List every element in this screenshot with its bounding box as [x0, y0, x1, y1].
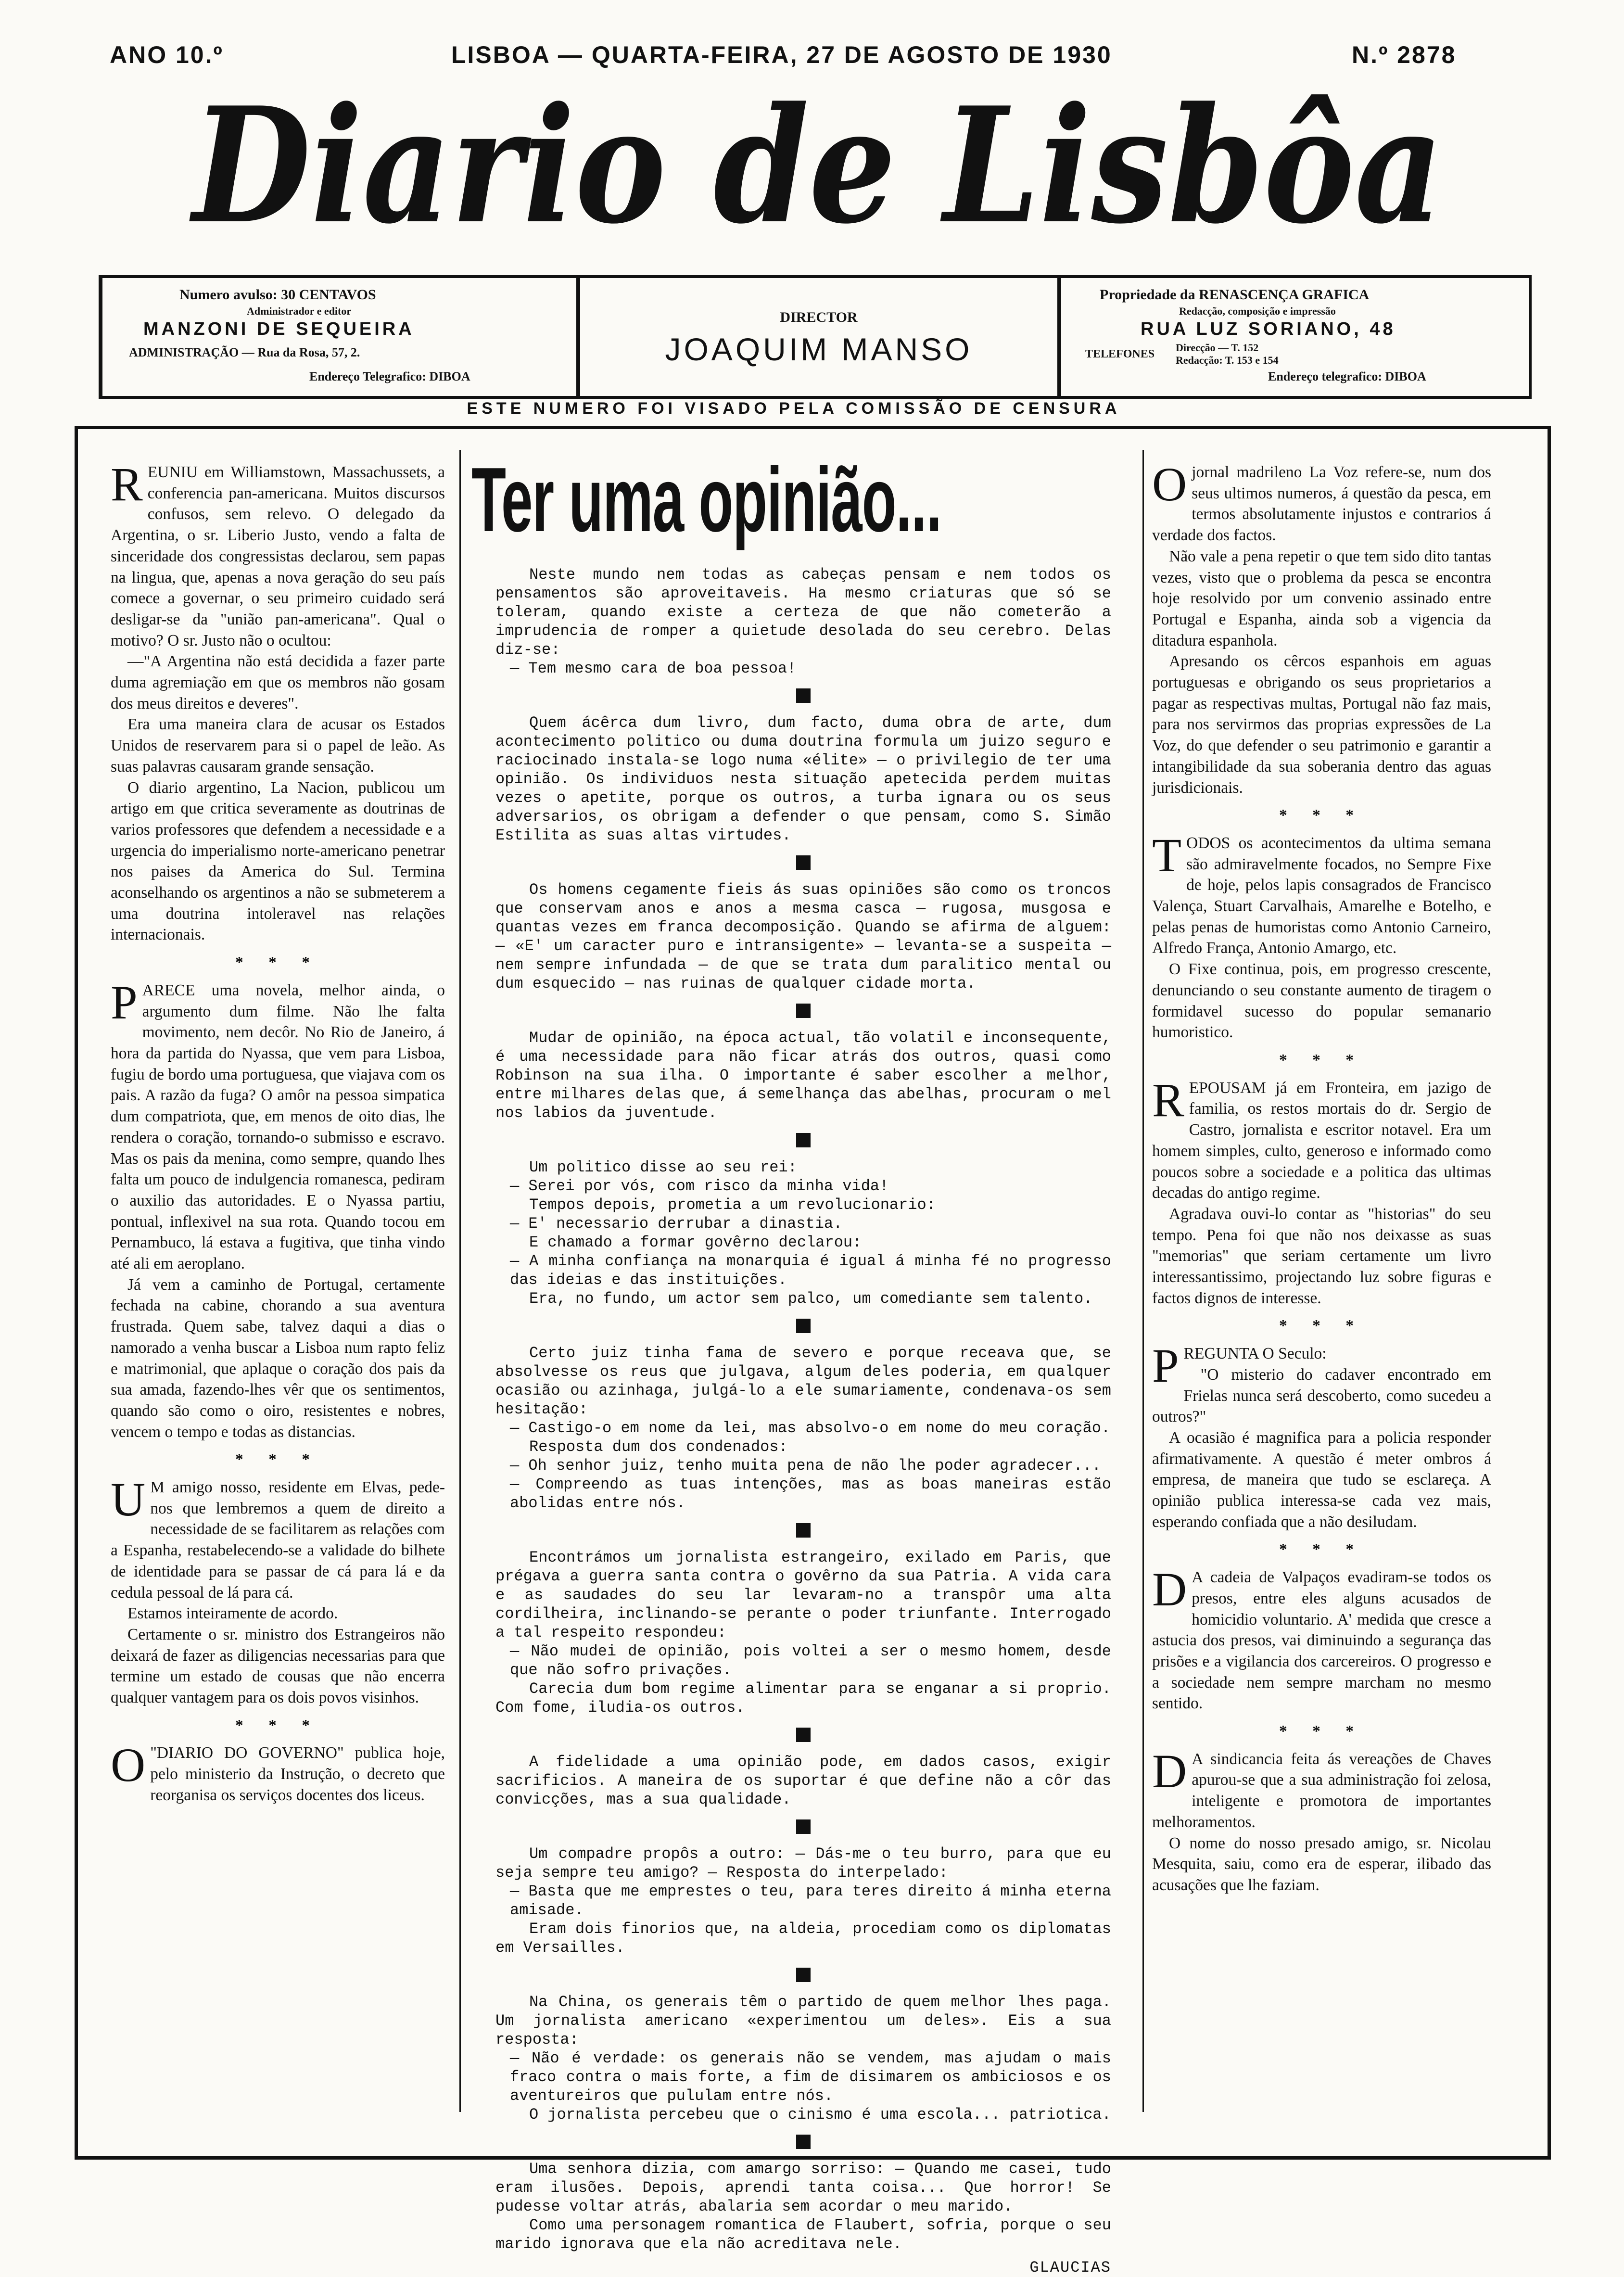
article-paragraph: Estamos inteiramente de acordo. [127, 1604, 338, 1623]
drop-cap: D [1152, 1563, 1187, 1616]
newsroom-label: Redacção, composição e impressão [1179, 305, 1336, 317]
info-bar [99, 275, 1532, 399]
admin-address: ADMINISTRAÇÃO — Rua da Rosa, 57, 2. [129, 345, 360, 359]
article-paragraph: Neste mundo nem todas as cabeças pensam e nem todos os pensamentos são aproveitaveis. Ha mesmo criaturas que só se toleram, quando existe a certeza de que não cometerão a imprudencia de romper a quietude desolada do seu cerebro. Delas diz-se: [495, 566, 1111, 659]
article-paragraph: — Serei por vós, com risco da minha vida! [510, 1177, 889, 1195]
article-paragraph: — Não é verdade: os generais não se vendem, mas ajudam o mais fraco contra o mais forte, a fim de disimarem os ambiciosos e os aventureiros que pululam entre nós. [510, 2049, 1111, 2105]
censorship-notice: ESTE NUMERO FOI VISADO PELA COMISSÃO DE CENSURA [467, 399, 1121, 418]
drop-cap: O [1152, 458, 1187, 511]
drop-cap: U [111, 1473, 146, 1526]
article-paragraph: Eram dois finorios que, na aldeia, procediam como os diplomatas em Versailles. [495, 1920, 1111, 1957]
article-paragraph: Um compadre propôs a outro: — Dás-me o teu burro, para que eu seja sempre teu amigo? — Resposta do interpelado: [495, 1845, 1111, 1882]
left-column [111, 458, 445, 1806]
section-stars: * * * [235, 1450, 320, 1469]
director-name: JOAQUIM MANSO [665, 331, 973, 367]
article-paragraph: Certamente o sr. ministro dos Estrangeiros não deixará de fazer as diligencias necessarias para que termine um estado de cousas que não encerra qualquer vantagem para os dois povos visinhos. [111, 1625, 445, 1707]
article-text: jornal madrileno La Voz refere-se, num dos seus ultimos numeros, á questão da pesca, em termos absolutamente injustos e contrarios á verdade dos factos. [1152, 463, 1491, 545]
column-rule-right [1142, 450, 1144, 2112]
section-divider-square [796, 1004, 811, 1018]
article-paragraph: Encontrámos um jornalista estrangeiro, exilado em Paris, que prégava a guerra santa contra o govêrno da sua Patria. A vida cara e as saudades do seu lar levaram-no a transpôr uma alta cordilheira, inclinando-se perante o poder triunfante. Interrogado a tal respeito respondeu: [495, 1549, 1111, 1641]
info-left [102, 278, 576, 396]
telegraph-address-right: Endereço telegrafico: DIBOA [1268, 369, 1426, 383]
article-paragraph: — Castigo-o em nome da lei, mas absolvo-o em nome do meu coração. [510, 1419, 1111, 1437]
article-paragraph: Certo juiz tinha fama de severo e porque receava que, se absolvesse os reus que julgava, algum deles poderia, em qualquer ocasião ou azinhaga, julgá-lo a ele sumariamente, condenava-os sem hesitação: [495, 1344, 1111, 1418]
article-paragraph: A fidelidade a uma opinião pode, em dados casos, exigir sacrificios. A maneira de os suportar é que define não a côr das convicções, mas a sua qualidade. [495, 1753, 1111, 1808]
masthead-title [188, 63, 1448, 274]
article-paragraph [1152, 1744, 1491, 1833]
article-paragraph: Na China, os generais têm o partido de quem melhor lhes paga. Um jornalista americano «experimentou um deles». Eis a sua resposta: [495, 1993, 1111, 2048]
section-divider-square [796, 1819, 811, 1834]
article-paragraph [1152, 458, 1491, 546]
article-paragraph [111, 1473, 445, 1603]
article-text: EPOUSAM já em Fronteira, em jazigo de familia, os restos mortais do dr. Sergio de Castro, jornalista e escritor notavel. Era um homem simples, culto, generoso e informado como poucos sobre a sociedade e a politica das ultimas decadas do antigo regime. [1152, 1079, 1491, 1202]
article-paragraph [1152, 1563, 1491, 1714]
masthead-title-text: Diario de Lisbôa [188, 72, 1443, 259]
section-stars: * * * [1279, 806, 1364, 825]
drop-cap: R [111, 458, 143, 511]
section-divider-square [796, 688, 811, 703]
article-text: ARECE uma novela, melhor ainda, o argumento dum filme. Não lhe falta movimento, nem decôr. No Rio de Janeiro, á hora da partida do Nyassa, que vem para Lisboa, fugiu de bordo uma portuguesa, que viajava com os pais. A razão da fuga? O amôr na pessoa simpatica dum compatriota, que, em menos de oito dias, lhe rendera o coração, tornando-o submisso e escravo. Mas os pais da menina, como sempre, quando lhes falta um pouco de indulgencia romanesca, pediram o auxilio das autoridades. E o Nyassa partiu, pontual, inflexivel na sua rota. Quando tocou em Pernambuco, lá estava a fugitiva, que tinha vindo até ali em aeroplano. [111, 981, 445, 1273]
issue-number: N.º 2878 [1352, 41, 1457, 68]
info-divider [576, 278, 580, 396]
admin-label: Administrador e editor [247, 305, 352, 317]
dateline: LISBOA — QUARTA-FEIRA, 27 DE AGOSTO DE 1930 [451, 41, 1112, 68]
phone-direction: Direcção — T. 152 [1176, 342, 1259, 354]
article-paragraph [1152, 1073, 1491, 1204]
section-divider-square [796, 1523, 811, 1538]
article-paragraph: O diario argentino, La Nacion, publicou um artigo em que critica severamente as doutrinas de varios professores que defendem a necessidade e a urgencia do imperialismo norte-americano penetrar nos paises da America do Sul. Termina aconselhando os argentinos a não se submeterem a uma doutrina intoleravel nas relações internacionais. [111, 778, 445, 944]
section-stars: * * * [1279, 1540, 1364, 1559]
article-paragraph: Já vem a caminho de Portugal, certamente fechada na cabine, chorando a sua aventura frustrada. Quem sabe, talvez daqui a dias o namorado a venha buscar a Lisboa num rapto feliz e matrimonial, que aplaque o coração dos pais da sua amada, fazendo-lhes vêr que os sentimentos, quando são como o oiro, resistentes e nobres, vencem o tempo e todas as distancias. [111, 1275, 445, 1441]
section-divider-square [796, 2135, 811, 2149]
drop-cap: O [111, 1738, 146, 1792]
price: Numero avulso: 30 CENTAVOS [179, 287, 376, 303]
article-paragraph: — Não mudei de opinião, pois voltei a ser o mesmo homem, desde que não sofro privações. [510, 1642, 1111, 1679]
phones-label: TELEFONES [1085, 348, 1155, 360]
section-divider-square [796, 1133, 811, 1147]
article-paragraph: Como uma personagem romantica de Flaubert, sofria, porque o seu marido ignorava que ela não acreditava nele. [495, 2216, 1111, 2253]
article-text: REGUNTA O Seculo: [1183, 1345, 1327, 1363]
article-paragraph: —"A Argentina não está decidida a fazer parte duma agremiação em que os membros não gosam dos meus direitos e deveres". [111, 652, 445, 712]
article-paragraph: Resposta dum dos condenados: [529, 1438, 788, 1456]
section-stars: * * * [1279, 1317, 1364, 1335]
section-stars: * * * [1279, 1051, 1364, 1069]
article-paragraph: A ocasião é magnifica para a policia responder afirmativamente. A questão é meter ombros á empresa, de maneira que tudo se esclareça. A opinião publica interessa-se cada vez mais, esperando confiada que a não desiludam. [1152, 1428, 1491, 1531]
newsroom-address: RUA LUZ SORIANO, 48 [1141, 319, 1396, 339]
article-paragraph: Apresando os cêrcos espanhois em aguas portuguesas e obrigando os seus proprietarios a pagar as respectivas multas, Portugal não faz mais, para nos servirmos das proprias expressões de La Voz, do que defender o seu patrimonio e garantir a intangibilidade da sua soberania dentro das aguas jurisdicionais. [1152, 652, 1491, 797]
owner: Propriedade da RENASCENÇA GRAFICA [1100, 287, 1370, 303]
article-paragraph: Quem ácêrca dum livro, dum facto, duma obra de arte, dum acontecimento politico ou duma doutrina formula um juizo seguro e raciocinado instala-se logo numa «élite» — o privilegio de ter uma opinião. Os individuos nesta situação apetecida perdem muitas vezes o apetite, porque os outros, a turba ignara ou os seus adversarios, os obrigam a defender o que pensam, como S. Simão Estilita as suas altas virtudes. [495, 714, 1111, 844]
article-paragraph: Mudar de opinião, na época actual, tão volatil e inconsequente, é uma necessidade para não ficar atrás dos outros, quasi como Robinson na sua ilha. O importante é saber escolher a melhor, entre milhares delas que, á semelhança das abelhas, procuram o mel nos labios da juventude. [495, 1029, 1111, 1122]
drop-cap: P [111, 975, 138, 1029]
drop-cap: P [1152, 1339, 1179, 1393]
article-paragraph: Os homens cegamente fieis ás suas opiniões são como os troncos que conservam anos e anos a mesma casca — rugosa, musgosa e quantas vezes em franca decomposição. Quando se afirma de alguem: — «E' um caracter puro e intransigente» — levanta-se a suspeita — nem sempre infundada — de que se trata dum paralitico mental ou dum esquecido — nas ruinas de qualquer cidade morta. [495, 881, 1111, 992]
drop-cap: R [1152, 1073, 1184, 1127]
article-paragraph [111, 1738, 445, 1806]
article-paragraph: Era uma maneira clara de acusar os Estados Unidos de reservarem para si o papel de leão. As suas palavras causaram grande sensação. [111, 715, 445, 776]
article-paragraph: E chamado a formar govêrno declarou: [529, 1234, 862, 1251]
article-text: A sindicancia feita ás vereações de Chaves apurou-se que a sua administração foi zelosa, inteligente e promotora de importantes melhoramentos. [1152, 1750, 1491, 1831]
article-paragraph: — Oh senhor juiz, tenho muita pena de não lhe poder agradecer... [510, 1457, 1101, 1475]
article-paragraph: O nome do nosso presado amigo, sr. Nicolau Mesquita, saiu, como era de esperar, ilibado das acusações que lhe faziam. [1152, 1834, 1491, 1894]
headline: Ter uma opinião... [471, 449, 941, 551]
admin-name: MANZONI DE SEQUEIRA [143, 319, 415, 339]
section-divider-square [796, 1319, 811, 1333]
section-divider-square [796, 855, 811, 870]
info-divider [1057, 278, 1061, 396]
column-rule-left [459, 450, 461, 2112]
info-center [580, 278, 1057, 396]
right-column [1152, 458, 1491, 1896]
telegraph-address: Endereço Telegrafico: DIBOA [309, 369, 470, 383]
drop-cap: T [1152, 828, 1182, 882]
issue-year: ANO 10.º [110, 41, 224, 68]
article-paragraph: Não vale a pena repetir o que tem sido dito tantas vezes, visto que o problema da pesca se encontra hoje resolvido por um convenio assinado entre Portugal e Espanha, ainda sob a vigencia da ditadura espanhola. [1152, 547, 1491, 649]
article-paragraph [1152, 828, 1491, 959]
article-text: M amigo nosso, residente em Elvas, pede-nos que lembremos a quem de direito a necessidade de se facilitarem as relações com a Espanha, restabelecendo-se a validade do bilhete de identidade para se passar de cá para lá e da cedula pessoal de lá para cá. [111, 1478, 445, 1602]
article-paragraph: Um politico disse ao seu rei: [529, 1158, 797, 1176]
center-column [495, 565, 1111, 2277]
section-stars: * * * [235, 1716, 320, 1734]
article-paragraph: Tempos depois, prometia a um revolucionario: [529, 1196, 936, 1214]
article-paragraph: Agradava ouvi-lo contar as "historias" do seu tempo. Pena foi que não nos deixasse as suas "memorias" que seriam certamente um livro interessantissimo, projectando luz sobre figuras e factos dignos de interesse. [1152, 1205, 1491, 1307]
article-paragraph [111, 975, 445, 1274]
article-paragraph: Carecia dum bom regime alimentar para se enganar a si proprio. Com fome, iludia-os outros. [495, 1680, 1111, 1717]
article-paragraph: — A minha confiança na monarquia é igual á minha fé no progresso das ideias e das instituições. [510, 1252, 1111, 1289]
article-text: A cadeia de Valpaços evadiram-se todos os presos, entre eles alguns acusados de homicidio voluntario. A' medida que cresce a astucia dos presos, vai diminuindo a segurança das prisões e a vigilancia dos carcereiros. O progresso e a sociedade nem sempre marcham no mesmo sentido. [1152, 1568, 1491, 1713]
section-stars: * * * [1279, 1722, 1364, 1741]
article-paragraph: — Basta que me emprestes o teu, para teres direito á minha eterna amisade. [510, 1883, 1111, 1919]
article-paragraph: O jornalista percebeu que o cinismo é uma escola... patriotica. [529, 2106, 1111, 2124]
article-paragraph: Era, no fundo, um actor sem palco, um comediante sem talento. [529, 1290, 1093, 1308]
article-text: EUNIU em Williamstown, Massachussets, a conferencia pan-americana. Muitos discursos confusos, sem relevo. O delegado da Argentina, o sr. Liberio Justo, vendo a falta de sinceridade dos congressistas declarou, sem papas na lingua, que, apenas a nova geração do seu país comece a governar, o seu primeiro cuidado será desligar-se da "união pan-americana". Qual o motivo? O sr. Justo não o ocultou: [111, 463, 445, 649]
article-paragraph: — E' necessario derrubar a dinastia. [510, 1215, 843, 1233]
drop-cap: D [1152, 1744, 1187, 1798]
article-paragraph: — Tem mesmo cara de boa pessoa! [510, 660, 797, 677]
article-paragraph: Uma senhora dizia, com amargo sorriso: — Quando me casei, tudo eram ilusões. Depois, aprendi tanta coisa... Que horror! Se pudesse voltar atrás, abalaria sem acordar o meu marido. [495, 2160, 1111, 2215]
article-text: ODOS os acontecimentos da ultima semana são admiravelmente focados, no Sempre Fixe de hoje, pelos lapis consagrados de Francisco Valença, Stuart Carvalhais, Amarelhe e Botelho, e pelas penas de humoristas como Antonio Carneiro, Alfredo França, Antonio Amargo, etc. [1152, 834, 1491, 957]
article-paragraph [1152, 1339, 1491, 1393]
article-paragraph [111, 458, 445, 651]
article-paragraph: "O misterio do cadaver encontrado em Frielas nunca será descoberto, como sucedeu a outros?" [1152, 1365, 1491, 1426]
phone-newsroom: Redacção: T. 153 e 154 [1176, 354, 1279, 366]
info-right [1061, 278, 1529, 396]
author-signature: GLAUCIAS [1029, 2259, 1111, 2277]
section-divider-square [796, 1968, 811, 1982]
section-divider-square [796, 1728, 811, 1742]
article-paragraph: — Compreendo as tuas intenções, mas as boas maneiras estão abolidas entre nós. [510, 1476, 1111, 1512]
article-text: "DIARIO DO GOVERNO" publica hoje, pelo ministerio da Instrução, o decreto que reorganisa os serviços docentes dos liceus. [150, 1744, 445, 1804]
section-stars: * * * [235, 954, 320, 972]
director-label: DIRECTOR [780, 309, 858, 325]
article-paragraph: O Fixe continua, pois, em progresso crescente, denunciando o seu constante aumento de tiragem o formidavel sucesso do popular semanario humoristico. [1152, 960, 1491, 1042]
